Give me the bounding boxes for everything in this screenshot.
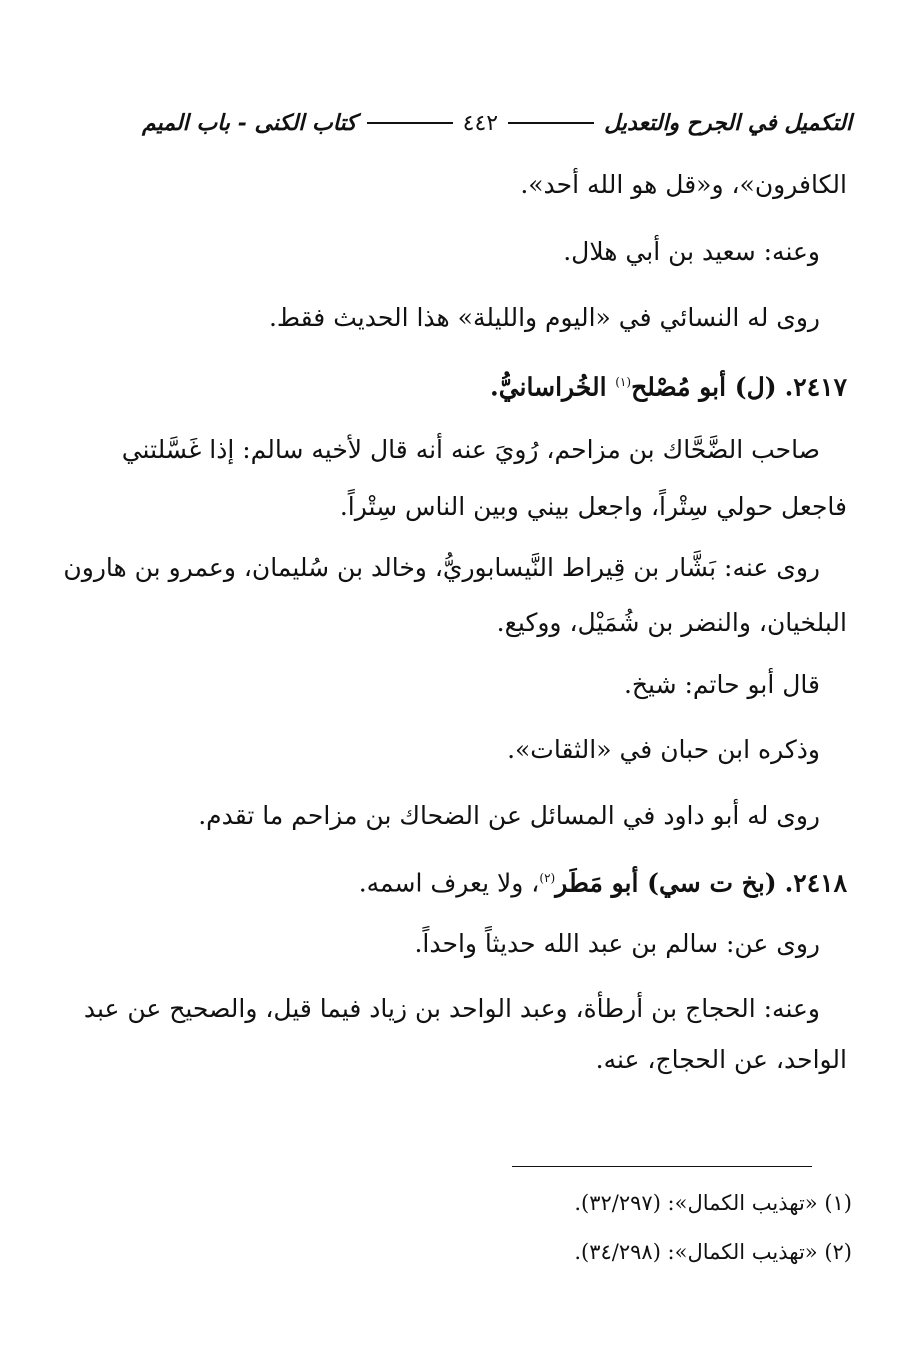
body-line: البلخيان، والنضر بن شُمَيْل، ووكيع. — [496, 608, 847, 637]
header-rule-right — [508, 122, 594, 124]
entry-name: (بخ ت سي) أبو مَطَر — [555, 868, 777, 898]
body-line: وعنه: سعيد بن أبي هلال. — [563, 237, 820, 266]
footnote-ref: (١) — [615, 375, 632, 389]
header-rule-left — [367, 122, 453, 124]
entry-2418-heading — [359, 858, 847, 903]
entry-name: (ل) أبو مُصْلح — [631, 372, 777, 402]
footnote-1: (١) «تهذيب الكمال»: (٣٢/٢٩٧). — [574, 1191, 852, 1215]
entry-number: ٢٤١٨. — [784, 868, 847, 898]
body-line: وذكره ابن حبان في «الثقات». — [507, 735, 820, 764]
footnote-divider — [512, 1166, 812, 1167]
page-number: ٤٤٢ — [462, 110, 499, 136]
body-line: فاجعل حولي سِتْراً، واجعل بيني وبين الناس سِتْراً. — [339, 492, 847, 521]
chapter-title: كتاب الكنى - باب الميم — [141, 110, 357, 136]
body-line: روى له أبو داود في المسائل عن الضحاك بن مزاحم ما تقدم. — [198, 801, 820, 830]
body-line: روى له النسائي في «اليوم والليلة» هذا الحديث فقط. — [268, 303, 820, 332]
running-header — [142, 103, 852, 143]
book-title: التكميل في الجرح والتعديل — [604, 110, 852, 136]
body-line: الواحد، عن الحجاج، عنه. — [595, 1045, 847, 1074]
entry-tail: ، ولا يعرف اسمه. — [358, 868, 540, 898]
footnote-ref: (٢) — [539, 871, 556, 885]
body-line: وعنه: الحجاج بن أرطأة، وعبد الواحد بن زياد فيما قيل، والصحيح عن عبد — [83, 994, 820, 1023]
body-line: روى عنه: بَشَّار بن قِيراط النَّيسابوريُّ، وخالد بن سُليمان، وعمرو بن هارون — [63, 553, 820, 582]
entry-number: ٢٤١٧. — [784, 372, 847, 402]
entry-nisba: الخُراسانيُّ. — [490, 372, 616, 402]
body-line: صاحب الضَّحَّاك بن مزاحم، رُويَ عنه أنه قال لأخيه سالم: إذا غَسَّلتني — [121, 435, 820, 464]
entry-2417-heading — [490, 362, 847, 407]
body-line: قال أبو حاتم: شيخ. — [623, 670, 820, 699]
footnote-2: (٢) «تهذيب الكمال»: (٣٤/٢٩٨). — [574, 1240, 852, 1264]
body-line: الكافرون»، و«قل هو الله أحد». — [520, 170, 847, 199]
body-line: روى عن: سالم بن عبد الله حديثاً واحداً. — [414, 929, 820, 958]
